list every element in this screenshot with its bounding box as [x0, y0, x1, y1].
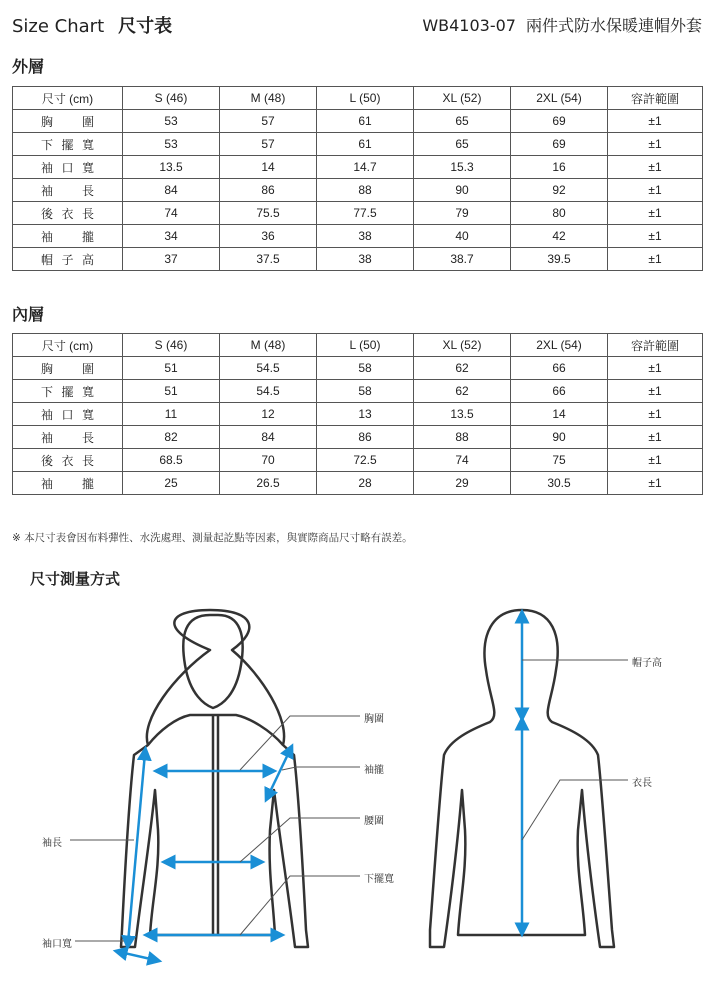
table-cell: 51	[123, 380, 220, 403]
table-cell: 57	[220, 133, 317, 156]
table-cell: 36	[220, 225, 317, 248]
row-label	[13, 156, 123, 179]
outer-layer-label: 外層	[12, 57, 45, 76]
table-cell: 58	[317, 357, 414, 380]
page-header	[12, 12, 702, 40]
row-label-char: 後	[41, 206, 54, 221]
row-label-char: 擺	[61, 384, 74, 399]
label-waist: 腰圍	[364, 816, 384, 827]
row-label	[13, 472, 123, 495]
table-cell: 75.5	[220, 202, 317, 225]
column-header: 容許範圍	[608, 334, 703, 357]
table-cell: 70	[220, 449, 317, 472]
table-cell: ±1	[608, 225, 703, 248]
table-cell: ±1	[608, 403, 703, 426]
row-label-char: 衣	[61, 453, 74, 468]
column-header: XL (52)	[414, 334, 511, 357]
table-cell: 13	[317, 403, 414, 426]
table-cell: 38	[317, 225, 414, 248]
front-measure-arrows	[120, 750, 290, 960]
row-label-char: 袖	[41, 407, 54, 422]
row-label	[13, 202, 123, 225]
table-cell: ±1	[608, 449, 703, 472]
table-cell: 11	[123, 403, 220, 426]
row-label-char: 攏	[81, 229, 94, 244]
row-label	[13, 380, 123, 403]
table-cell: 69	[511, 133, 608, 156]
column-header: L (50)	[317, 87, 414, 110]
row-label-char: 圍	[81, 114, 94, 129]
table-row	[13, 179, 703, 202]
label-body-length: 衣長	[632, 778, 652, 789]
table-cell: 37	[123, 248, 220, 271]
table-cell: 58	[317, 380, 414, 403]
column-header: XL (52)	[414, 87, 511, 110]
inner-layer-label: 內層	[12, 305, 45, 324]
front-jacket-drawing	[121, 610, 308, 947]
column-header: L (50)	[317, 334, 414, 357]
table-row	[13, 403, 703, 426]
row-label-char: 子	[61, 252, 74, 267]
measure-title: 尺寸測量方式	[30, 570, 121, 588]
table-cell: 62	[414, 380, 511, 403]
table-cell: 72.5	[317, 449, 414, 472]
table-cell: 65	[414, 133, 511, 156]
table-cell: 61	[317, 133, 414, 156]
table-cell: 57	[220, 110, 317, 133]
table-cell: 88	[317, 179, 414, 202]
row-label-char: 胸	[41, 114, 54, 129]
table-cell: 39.5	[511, 248, 608, 271]
table-row	[13, 449, 703, 472]
table-cell: ±1	[608, 472, 703, 495]
title-cn: 尺寸表	[118, 16, 173, 37]
row-label-char: 袖	[41, 229, 54, 244]
row-label	[13, 110, 123, 133]
table-cell: ±1	[608, 133, 703, 156]
row-label-char: 攏	[81, 476, 94, 491]
table-row	[13, 133, 703, 156]
size-note: ※ 本尺寸表會因布料彈性、水洗處理、測量起訖點等因素，與實際商品尺寸略有誤差。	[12, 532, 413, 544]
row-label-char: 長	[81, 183, 94, 198]
table-cell: 28	[317, 472, 414, 495]
table-row	[13, 357, 703, 380]
row-label-char: 高	[81, 252, 94, 267]
table-cell: 66	[511, 357, 608, 380]
title-en: Size Chart	[12, 16, 105, 37]
table-row	[13, 248, 703, 271]
table-cell: 75	[511, 449, 608, 472]
table-cell: 29	[414, 472, 511, 495]
table-cell: 16	[511, 156, 608, 179]
product-info	[422, 13, 702, 36]
table-cell: 25	[123, 472, 220, 495]
row-label-char: 寬	[81, 137, 94, 152]
row-label	[13, 133, 123, 156]
row-label-char: 袖	[41, 476, 54, 491]
table-cell: ±1	[608, 426, 703, 449]
row-label-char: 長	[81, 430, 94, 445]
table-cell: 13.5	[123, 156, 220, 179]
table-cell: 90	[511, 426, 608, 449]
table-cell: 66	[511, 380, 608, 403]
row-label	[13, 403, 123, 426]
label-cuff: 袖口寬	[42, 939, 72, 950]
table-cell: 90	[414, 179, 511, 202]
table-cell: ±1	[608, 156, 703, 179]
row-label-char: 袖	[41, 160, 54, 175]
table-cell: 42	[511, 225, 608, 248]
table-cell: 53	[123, 133, 220, 156]
table-cell: 34	[123, 225, 220, 248]
table-cell: 14	[511, 403, 608, 426]
table-cell: 30.5	[511, 472, 608, 495]
table-cell: ±1	[608, 179, 703, 202]
label-armhole: 袖攏	[364, 765, 384, 776]
table-row	[13, 110, 703, 133]
table-cell: 54.5	[220, 380, 317, 403]
row-label-char: 口	[61, 160, 74, 175]
outer-size-table	[12, 86, 703, 271]
column-header-size: 尺寸 (cm)	[13, 334, 123, 357]
table-cell: 38	[317, 248, 414, 271]
table-cell: 53	[123, 110, 220, 133]
row-label-char: 口	[61, 407, 74, 422]
table-row	[13, 225, 703, 248]
table-cell: ±1	[608, 248, 703, 271]
table-cell: 61	[317, 110, 414, 133]
row-label	[13, 179, 123, 202]
table-cell: 15.3	[414, 156, 511, 179]
table-cell: 77.5	[317, 202, 414, 225]
row-label-char: 下	[41, 384, 54, 399]
table-cell: 51	[123, 357, 220, 380]
row-label-char: 帽	[41, 252, 54, 267]
row-label-char: 胸	[41, 361, 54, 376]
row-label-char: 長	[81, 453, 94, 468]
inner-size-table	[12, 333, 703, 495]
table-row	[13, 472, 703, 495]
table-cell: 13.5	[414, 403, 511, 426]
page-title	[12, 12, 172, 38]
label-hem: 下擺寬	[364, 874, 394, 885]
row-label	[13, 225, 123, 248]
row-label-char: 寬	[81, 384, 94, 399]
table-cell: ±1	[608, 110, 703, 133]
table-cell: 79	[414, 202, 511, 225]
table-cell: ±1	[608, 380, 703, 403]
row-label-char: 長	[81, 206, 94, 221]
row-label	[13, 426, 123, 449]
column-header: 2XL (54)	[511, 87, 608, 110]
table-cell: 86	[317, 426, 414, 449]
table-cell: 74	[123, 202, 220, 225]
row-label-char: 下	[41, 137, 54, 152]
label-sleeve-length: 袖長	[42, 838, 62, 849]
table-cell: 68.5	[123, 449, 220, 472]
row-label	[13, 357, 123, 380]
row-label-char: 寬	[81, 407, 94, 422]
table-cell: 86	[220, 179, 317, 202]
table-cell: 65	[414, 110, 511, 133]
table-cell: 12	[220, 403, 317, 426]
measurement-diagram	[0, 590, 714, 990]
row-label	[13, 248, 123, 271]
table-cell: ±1	[608, 202, 703, 225]
product-name: 兩件式防水保暖連帽外套	[525, 16, 702, 35]
table-cell: 37.5	[220, 248, 317, 271]
column-header-size: 尺寸 (cm)	[13, 87, 123, 110]
table-row	[13, 202, 703, 225]
table-cell: 62	[414, 357, 511, 380]
row-label-char: 擺	[61, 137, 74, 152]
column-header: 2XL (54)	[511, 334, 608, 357]
column-header: 容許範圍	[608, 87, 703, 110]
table-cell: 69	[511, 110, 608, 133]
table-cell: 26.5	[220, 472, 317, 495]
table-cell: 92	[511, 179, 608, 202]
table-row	[13, 156, 703, 179]
row-label-char: 後	[41, 453, 54, 468]
table-cell: 40	[414, 225, 511, 248]
row-label	[13, 449, 123, 472]
row-label-char: 袖	[41, 430, 54, 445]
table-cell: 82	[123, 426, 220, 449]
row-label-char: 寬	[81, 160, 94, 175]
column-header: S (46)	[123, 87, 220, 110]
row-label-char: 圍	[81, 361, 94, 376]
table-row	[13, 426, 703, 449]
column-header: M (48)	[220, 334, 317, 357]
table-cell: 54.5	[220, 357, 317, 380]
table-cell: 14	[220, 156, 317, 179]
column-header: S (46)	[123, 334, 220, 357]
table-cell: 84	[220, 426, 317, 449]
table-header-row	[13, 87, 703, 110]
label-hood-height: 帽子高	[632, 658, 662, 669]
label-chest: 胸圍	[364, 714, 384, 725]
table-header-row	[13, 334, 703, 357]
table-cell: 14.7	[317, 156, 414, 179]
table-cell: 84	[123, 179, 220, 202]
table-cell: 88	[414, 426, 511, 449]
table-cell: 80	[511, 202, 608, 225]
table-row	[13, 380, 703, 403]
armhole-arrow	[268, 750, 290, 796]
cuff-arrow	[120, 952, 155, 960]
product-code: WB4103-07	[422, 16, 516, 35]
column-header: M (48)	[220, 87, 317, 110]
table-cell: 38.7	[414, 248, 511, 271]
row-label-char: 衣	[61, 206, 74, 221]
table-cell: 74	[414, 449, 511, 472]
row-label-char: 袖	[41, 183, 54, 198]
table-cell: ±1	[608, 357, 703, 380]
